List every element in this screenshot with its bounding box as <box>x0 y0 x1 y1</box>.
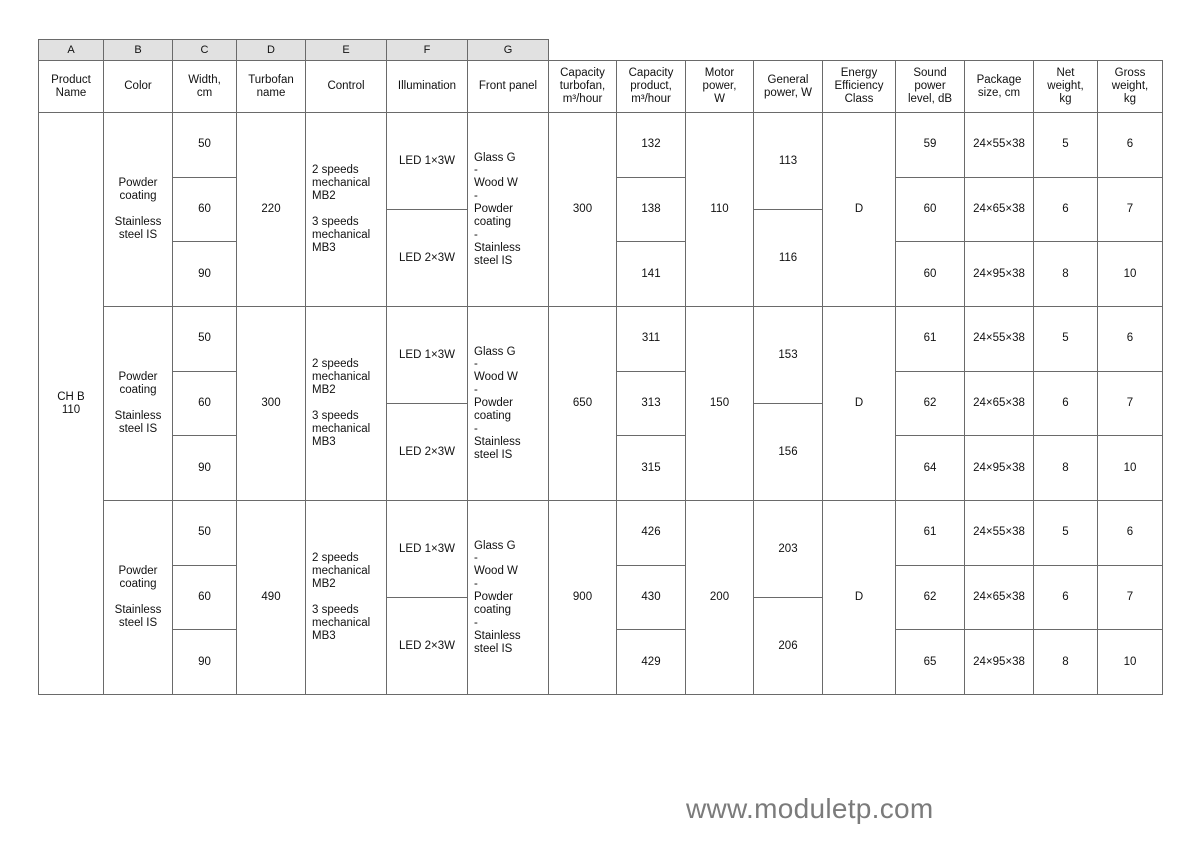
front-panel-cell: Glass G - Wood W - Powder coating - Stainless steel IS <box>467 500 549 695</box>
sound-level-cell: 64 <box>895 435 965 501</box>
width-cell: 50 <box>172 112 237 178</box>
capacity-product-cell: 429 <box>616 629 686 695</box>
column-header: Illumination <box>386 60 468 113</box>
control-cell: 2 speeds mechanical MB2 3 speeds mechanical MB3 <box>305 500 387 695</box>
color-cell: Powder coating Stainless steel IS <box>103 500 173 695</box>
gross-weight-cell: 7 <box>1097 371 1163 437</box>
energy-class-cell: D <box>822 500 896 695</box>
column-header: Control <box>305 60 387 113</box>
column-letter: D <box>236 39 306 61</box>
gross-weight-cell: 7 <box>1097 177 1163 243</box>
general-power-cell: 153 <box>753 306 823 404</box>
capacity-product-cell: 132 <box>616 112 686 178</box>
control-cell: 2 speeds mechanical MB2 3 speeds mechanical MB3 <box>305 112 387 307</box>
column-letter: G <box>467 39 549 61</box>
capacity-product-cell: 426 <box>616 500 686 566</box>
net-weight-cell: 5 <box>1033 306 1098 372</box>
width-cell: 60 <box>172 177 237 243</box>
motor-power-cell: 110 <box>685 112 754 307</box>
color-cell: Powder coating Stainless steel IS <box>103 306 173 501</box>
general-power-cell: 203 <box>753 500 823 598</box>
control-cell: 2 speeds mechanical MB2 3 speeds mechanical MB3 <box>305 306 387 501</box>
package-size-cell: 24×55×38 <box>964 112 1034 178</box>
column-header: Turbofan name <box>236 60 306 113</box>
column-letter: F <box>386 39 468 61</box>
column-header: Energy Efficiency Class <box>822 60 896 113</box>
column-letter: B <box>103 39 173 61</box>
column-header: Sound power level, dB <box>895 60 965 113</box>
gross-weight-cell: 10 <box>1097 629 1163 695</box>
column-header: Capacity product, m³/hour <box>616 60 686 113</box>
front-panel-cell: Glass G - Wood W - Powder coating - Stainless steel IS <box>467 112 549 307</box>
general-power-cell: 206 <box>753 597 823 695</box>
illumination-cell: LED 2×3W <box>386 209 468 307</box>
sound-level-cell: 61 <box>895 306 965 372</box>
width-cell: 90 <box>172 435 237 501</box>
sound-level-cell: 61 <box>895 500 965 566</box>
column-header: Color <box>103 60 173 113</box>
width-cell: 50 <box>172 500 237 566</box>
gross-weight-cell: 6 <box>1097 112 1163 178</box>
gross-weight-cell: 6 <box>1097 500 1163 566</box>
package-size-cell: 24×65×38 <box>964 565 1034 631</box>
illumination-cell: LED 2×3W <box>386 597 468 695</box>
capacity-product-cell: 430 <box>616 565 686 631</box>
column-header: Gross weight, kg <box>1097 60 1163 113</box>
package-size-cell: 24×95×38 <box>964 629 1034 695</box>
net-weight-cell: 6 <box>1033 177 1098 243</box>
general-power-cell: 156 <box>753 403 823 501</box>
capacity-product-cell: 141 <box>616 241 686 307</box>
column-header: Width, cm <box>172 60 237 113</box>
capacity-product-cell: 315 <box>616 435 686 501</box>
column-header: General power, W <box>753 60 823 113</box>
gross-weight-cell: 6 <box>1097 306 1163 372</box>
turbofan-cell: 220 <box>236 112 306 307</box>
capacity-turbofan-cell: 300 <box>548 112 617 307</box>
package-size-cell: 24×95×38 <box>964 435 1034 501</box>
package-size-cell: 24×55×38 <box>964 500 1034 566</box>
sound-level-cell: 60 <box>895 241 965 307</box>
column-header: Package size, cm <box>964 60 1034 113</box>
net-weight-cell: 5 <box>1033 112 1098 178</box>
product-name-cell: CH B 110 <box>38 112 104 695</box>
net-weight-cell: 8 <box>1033 435 1098 501</box>
gross-weight-cell: 7 <box>1097 565 1163 631</box>
column-letter: E <box>305 39 387 61</box>
package-size-cell: 24×55×38 <box>964 306 1034 372</box>
column-header: Product Name <box>38 60 104 113</box>
sound-level-cell: 62 <box>895 565 965 631</box>
width-cell: 60 <box>172 565 237 631</box>
width-cell: 50 <box>172 306 237 372</box>
package-size-cell: 24×65×38 <box>964 371 1034 437</box>
energy-class-cell: D <box>822 306 896 501</box>
column-header: Capacity turbofan, m³/hour <box>548 60 617 113</box>
illumination-cell: LED 2×3W <box>386 403 468 501</box>
sound-level-cell: 59 <box>895 112 965 178</box>
capacity-product-cell: 138 <box>616 177 686 243</box>
turbofan-cell: 300 <box>236 306 306 501</box>
column-header: Motor power, W <box>685 60 754 113</box>
capacity-turbofan-cell: 900 <box>548 500 617 695</box>
color-cell: Powder coating Stainless steel IS <box>103 112 173 307</box>
package-size-cell: 24×65×38 <box>964 177 1034 243</box>
general-power-cell: 116 <box>753 209 823 307</box>
net-weight-cell: 5 <box>1033 500 1098 566</box>
width-cell: 90 <box>172 241 237 307</box>
gross-weight-cell: 10 <box>1097 435 1163 501</box>
sound-level-cell: 62 <box>895 371 965 437</box>
motor-power-cell: 150 <box>685 306 754 501</box>
illumination-cell: LED 1×3W <box>386 112 468 210</box>
sound-level-cell: 65 <box>895 629 965 695</box>
sound-level-cell: 60 <box>895 177 965 243</box>
illumination-cell: LED 1×3W <box>386 500 468 598</box>
column-header: Front panel <box>467 60 549 113</box>
capacity-product-cell: 311 <box>616 306 686 372</box>
net-weight-cell: 8 <box>1033 629 1098 695</box>
package-size-cell: 24×95×38 <box>964 241 1034 307</box>
motor-power-cell: 200 <box>685 500 754 695</box>
energy-class-cell: D <box>822 112 896 307</box>
capacity-turbofan-cell: 650 <box>548 306 617 501</box>
width-cell: 60 <box>172 371 237 437</box>
net-weight-cell: 8 <box>1033 241 1098 307</box>
general-power-cell: 113 <box>753 112 823 210</box>
gross-weight-cell: 10 <box>1097 241 1163 307</box>
website-url: www.moduletp.com <box>686 793 934 824</box>
illumination-cell: LED 1×3W <box>386 306 468 404</box>
column-letter: A <box>38 39 104 61</box>
net-weight-cell: 6 <box>1033 371 1098 437</box>
width-cell: 90 <box>172 629 237 695</box>
turbofan-cell: 490 <box>236 500 306 695</box>
net-weight-cell: 6 <box>1033 565 1098 631</box>
front-panel-cell: Glass G - Wood W - Powder coating - Stainless steel IS <box>467 306 549 501</box>
column-header: Net weight, kg <box>1033 60 1098 113</box>
capacity-product-cell: 313 <box>616 371 686 437</box>
column-letter: C <box>172 39 237 61</box>
